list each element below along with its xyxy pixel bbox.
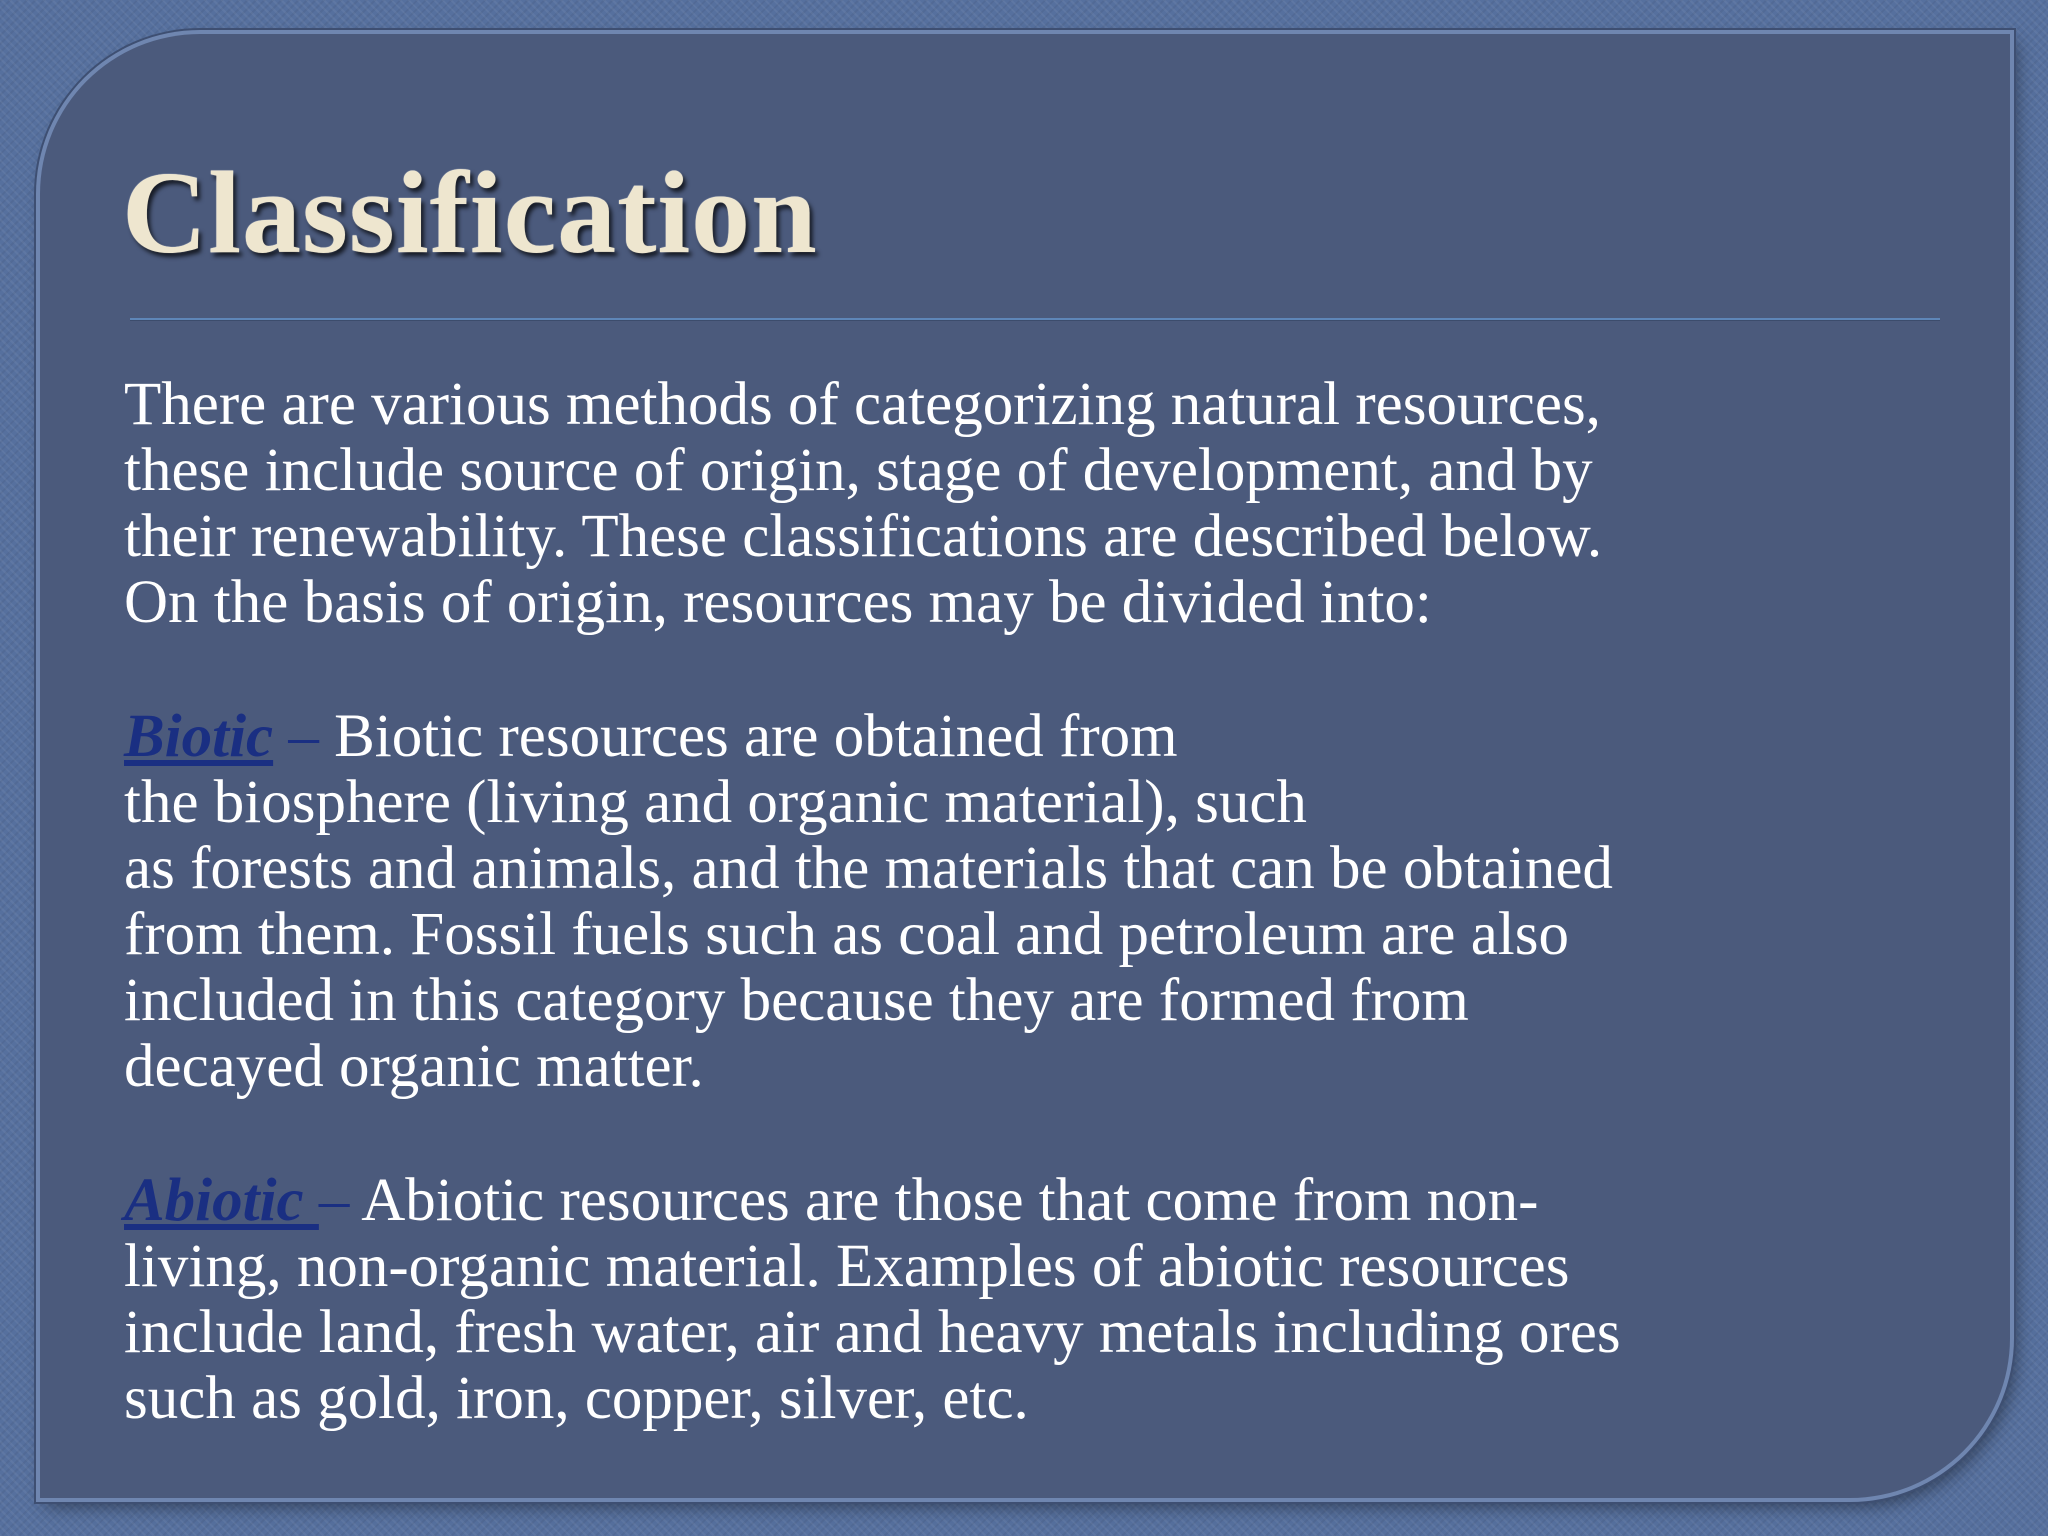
abiotic-line: such as gold, iron, copper, silver, etc. [124,1365,1029,1432]
biotic-first-line [124,703,1954,770]
abiotic-paragraph [124,1168,1954,1432]
biotic-line: the biosphere (living and organic material), such [124,769,1307,836]
abiotic-term-link[interactable]: Abiotic [124,1167,319,1234]
intro-paragraph [124,372,1954,636]
biotic-line: included in this category because they are formed from [124,967,1469,1034]
biotic-dash: – [273,703,335,770]
biotic-line: decayed organic matter. [124,1033,704,1100]
slide-title: Classification [122,147,818,278]
abiotic-first-line [124,1167,1954,1234]
biotic-term-link[interactable]: Biotic [124,703,274,770]
intro-line: There are various methods of categorizing natural resources, [124,371,1601,438]
title-divider [130,318,1940,321]
intro-line: On the basis of origin, resources may be divided into: [124,569,1432,636]
abiotic-line: living, non-organic material. Examples of abiotic resources [124,1233,1570,1300]
biotic-line: as forests and animals, and the materials that can be obtained [124,835,1613,902]
intro-line: their renewability. These classifications are described below. [124,503,1603,570]
abiotic-dash: – [318,1167,362,1234]
abiotic-line: include land, fresh water, air and heavy metals including ores [124,1299,1621,1366]
abiotic-line: Abiotic resources are those that come from non- [361,1167,1539,1234]
biotic-paragraph [124,704,1954,1100]
biotic-line: Biotic resources are obtained from [334,703,1178,770]
intro-line: these include source of origin, stage of development, and by [124,437,1593,504]
biotic-line: from them. Fossil fuels such as coal and petroleum are also [124,901,1569,968]
slide-body [124,372,1954,1498]
slide-panel [40,34,2010,1498]
